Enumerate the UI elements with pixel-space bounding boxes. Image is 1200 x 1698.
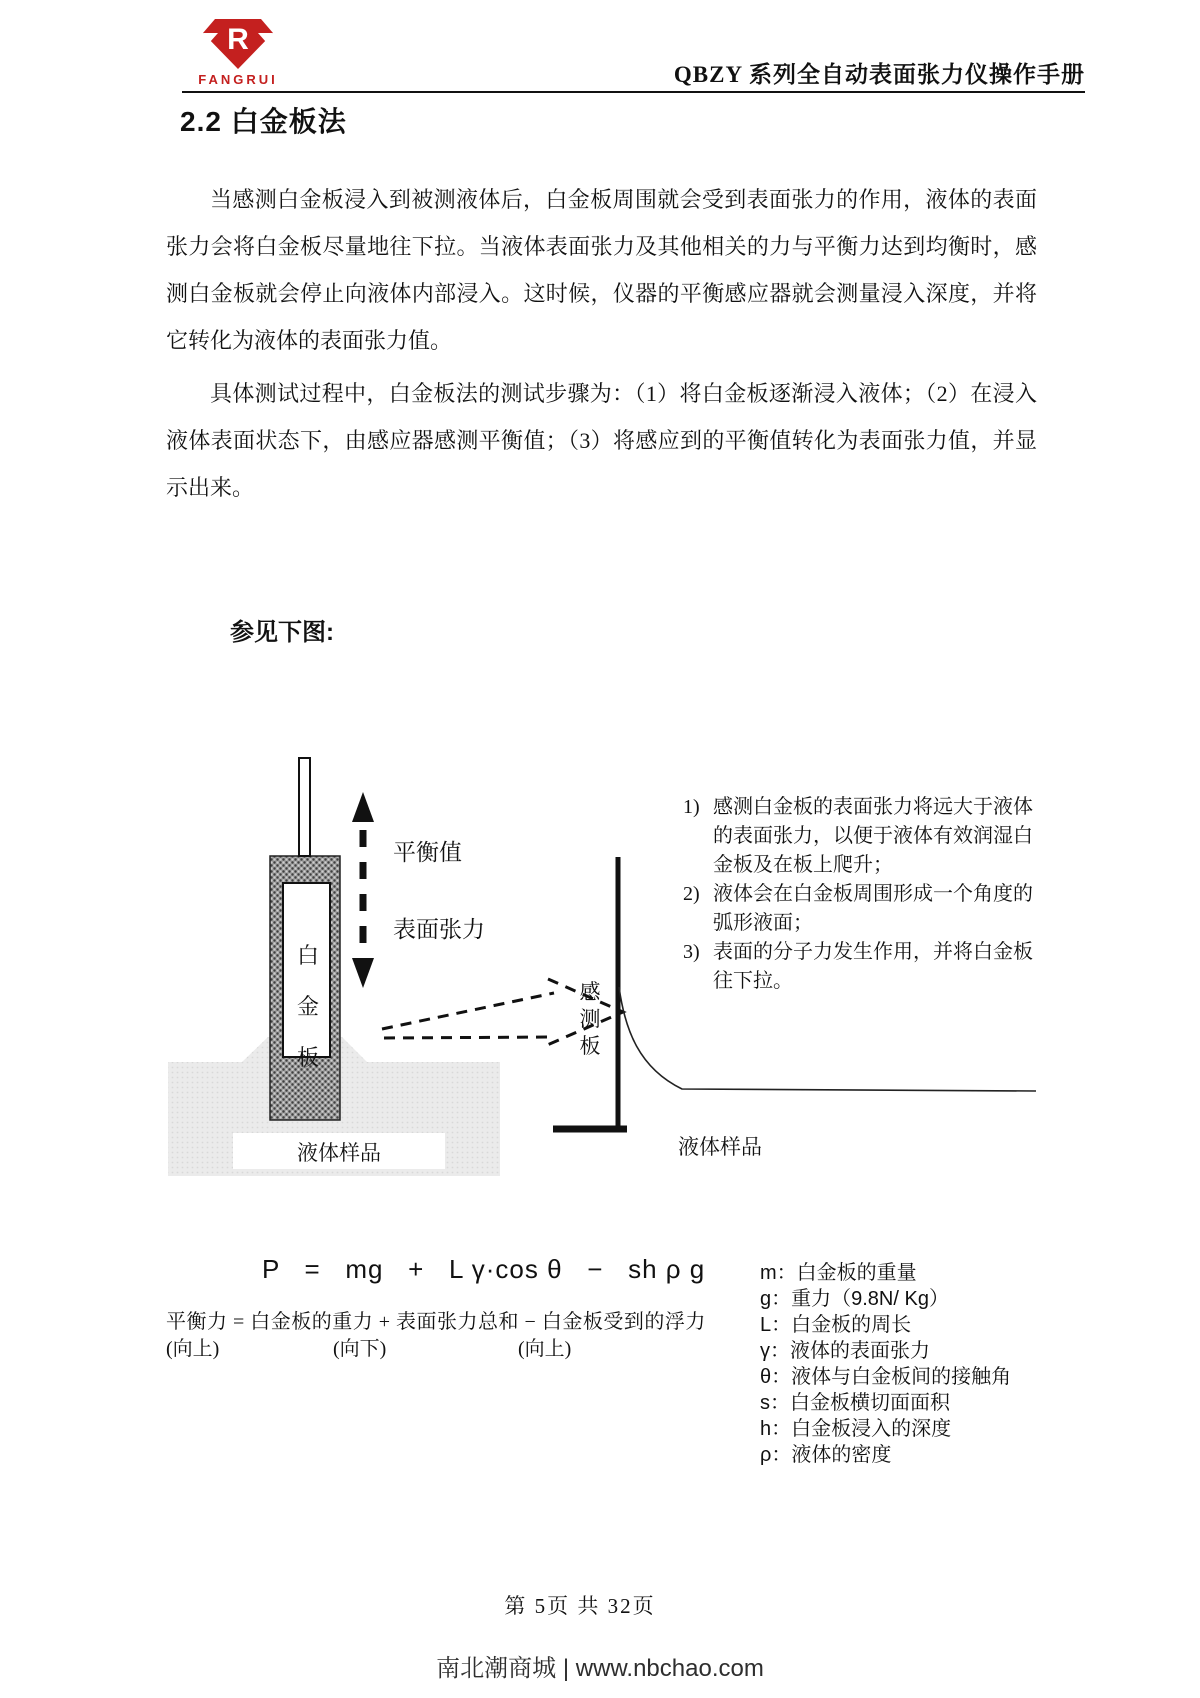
pointer-arrow-lower-line [384,1037,554,1038]
diagram-notes [683,793,1035,996]
direction-label-up-2: (向上) [518,1338,572,1360]
variable-legend [760,1260,1011,1468]
legend-line-L: L：白金板的周长 [760,1314,912,1336]
up-arrowhead-icon [352,792,374,822]
direction-label-up-1: (向上) [166,1338,220,1360]
see-figure-label: 参见下图: [230,619,334,646]
note-item-1 [683,793,1035,880]
legend-line-s: s：白金板横切面面积 [760,1392,950,1414]
site-footer: 南北潮商城 | www.nbchao.com [436,1655,764,1682]
note-item-2 [683,880,1035,938]
legend-line-theta: θ：液体与白金板间的接触角 [760,1366,1012,1388]
equation-explanation: 平衡力 = 白金板的重力 + 表面张力总和 − 白金板受到的浮力 [166,1311,706,1333]
note-item-3 [683,938,1035,996]
suspension-rod [299,758,310,856]
platinum-plate-label: 白金板 [296,943,319,1070]
note-text: 感测白金板的表面张力将远大于液体的表面张力，以便于液体有效润湿白金板及在板上爬升； [713,796,1033,876]
logo-letter: R [227,23,249,56]
paragraph-1: 当感测白金板浸入到被测液体后，白金板周围就会受到表面张力的作用，液体的表面张力会将白金板尽量地往下拉。当液体表面张力及其他相关的力与平衡力达到均衡时，感测白金板就会停止向液体内部浸入。这时候，仪器的平衡感应器就会测量浸入深度，并将它转化为液体的表面张力值。 [166,187,1037,353]
liquid-sample-label-right: 液体样品 [678,1135,762,1159]
note-number: 1) [683,796,700,818]
fangrui-diamond-icon [202,18,274,70]
body-text [166,176,1037,511]
header-divider [182,91,1085,93]
legend-line-h: h：白金板浸入的深度 [760,1418,952,1440]
note-number: 2) [683,883,700,905]
legend-line-m: m：白金板的重量 [760,1262,917,1284]
legend-line-rho: ρ：液体的密度 [760,1444,892,1466]
note-text: 表面的分子力发生作用，并将白金板往下拉。 [713,941,1033,992]
down-arrowhead-icon [352,958,374,988]
brand-logo [195,18,281,87]
legend-line-g: g：重力（9.8N/ Kg） [760,1288,949,1310]
section-heading: 2.2 白金板法 [180,106,347,137]
plate-method-diagram [150,690,1060,1200]
note-number: 3) [683,941,700,963]
pointer-arrow-upper-line [382,993,554,1029]
direction-label-down: (向下) [333,1338,387,1360]
meniscus-curve [619,987,1036,1091]
paragraph-2: 具体测试过程中，白金板法的测试步骤为：（1）将白金板逐渐浸入液体；（2）在浸入液体表面状态下，由感应器感测平衡值；（3）将感应到的平衡值转化为表面张力值，并显示出来。 [166,381,1037,500]
logo-brand-text: FANGRUI [198,72,278,87]
balance-value-label: 平衡值 [393,840,462,865]
sensing-plate-label: 感测板 [579,980,601,1058]
note-text: 液体会在白金板周围形成一个角度的弧形液面； [713,883,1033,934]
page-number: 第 5页 共 32页 [504,1594,656,1618]
document-title: QBZY 系列全自动表面张力仪操作手册 [673,62,1085,87]
surface-tension-label: 表面张力 [393,917,485,942]
legend-line-gamma: γ：液体的表面张力 [760,1340,930,1362]
liquid-sample-label-left: 液体样品 [297,1141,381,1165]
wilhelmy-equation: P = mg + L γ·cos θ − sh ρ g [262,1254,706,1284]
